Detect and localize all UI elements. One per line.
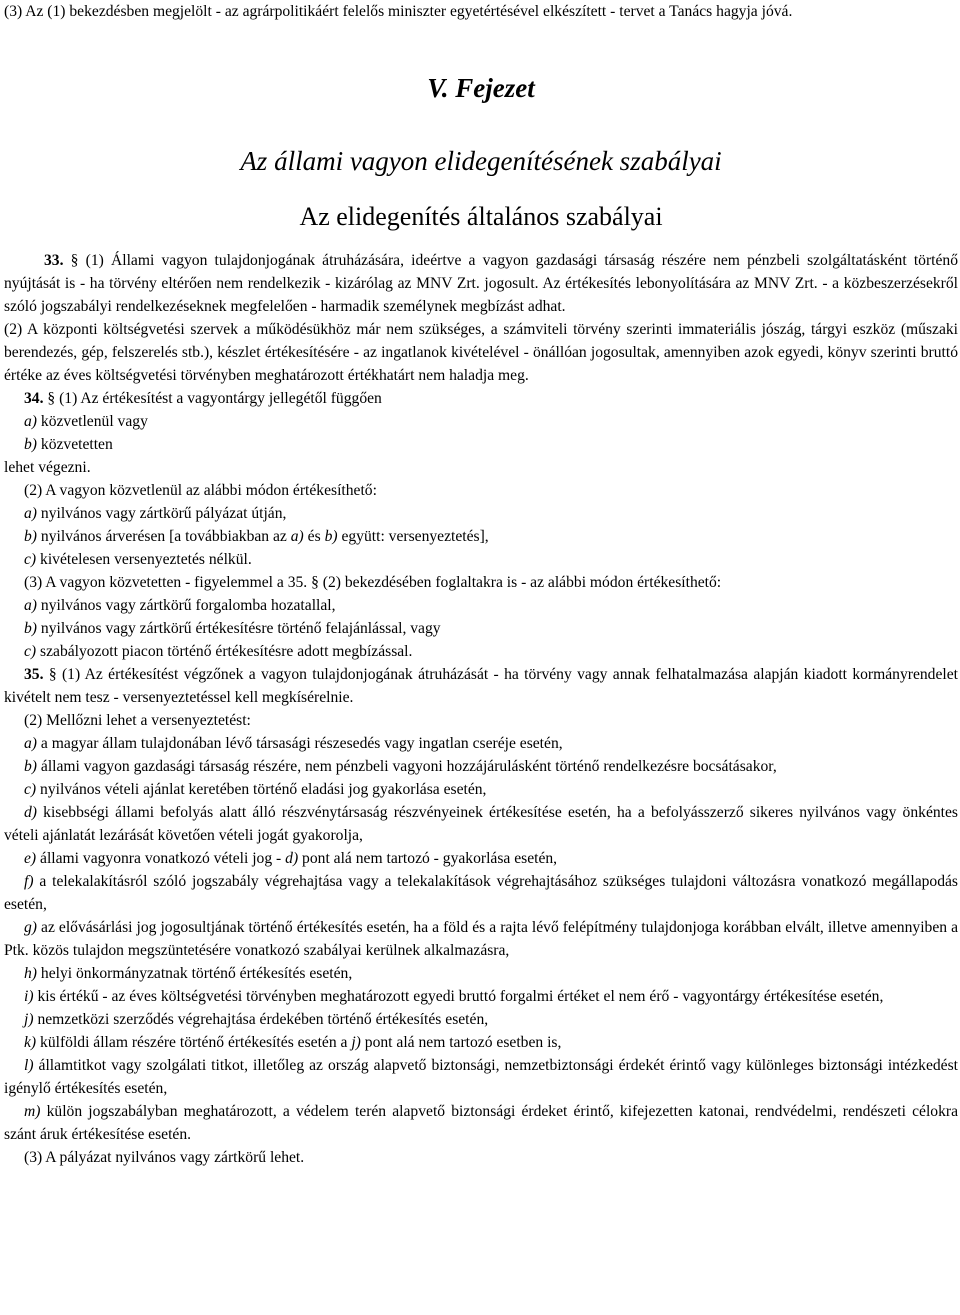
chapter-title: V. Fejezet	[427, 73, 535, 103]
section-35-p1-text: (1) Az értékesítést végzőnek a vagyon tulajdonjogának átruházását - ha törvény vagy annak felhatalmazása alapján kiadott kormányrendelet kivételt nem tesz - versenyeztetéssel kell megkísérelnie.	[4, 666, 958, 706]
section-number: 34.	[24, 390, 44, 407]
list-item: c) nyilvános vételi ajánlat keretében történő eladási jog gyakorlása esetén,	[24, 781, 487, 798]
section-34-p1-text: (1) Az értékesítést a vagyontárgy jellegétől függően	[59, 390, 382, 407]
list-item: k) külföldi állam részére történő értékesítés esetén a j) pont alá nem tartozó esetben is,	[24, 1034, 562, 1051]
section-34-tail: lehet végezni.	[4, 459, 91, 476]
list-item: f) a telekalakításról szóló jogszabály végrehajtása vagy a telekalakítások végrehajtásához szükséges tulajdoni változásra vonatkozó megállapodás esetén,	[4, 873, 958, 913]
list-item: a) közvetlenül vagy	[24, 413, 148, 430]
section-34-paragraph-2: (2) A vagyon közvetlenül az alábbi módon értékesíthető:	[24, 482, 377, 499]
list-item: c) szabályozott piacon történő értékesítésre adott megbízással.	[24, 643, 413, 660]
section-33-paragraph-1: 33. § (1) Állami vagyon tulajdonjogának átruházására, ideértve a vagyon gazdasági társaság részére nem pénzbeli szolgáltatásként történő nyújtását is - ha törvény eltérően nem rendelkezik - kizárólag az MNV Zrt. jogosult. Az értékesítés lebonyolítására az MNV Zrt. - a közbeszerzésekről szóló jogszabályi rendelkezéseknek megfelelően - harmadik személynek megbízást adhat.	[4, 252, 959, 315]
list-item: d) kisebbségi állami befolyás alatt álló részvénytársaság részvényeinek értékesítése esetén, ha a befolyásszerző sikeres nyilvános vagy önkéntes vételi ajánlatát lezárását követően vételi jogát gyakorolja,	[4, 804, 958, 844]
list-item: b) nyilvános árverésen [a továbbiakban az a) és b) együtt: versenyeztetés],	[24, 528, 489, 545]
list-item: a) nyilvános vagy zártkörű forgalomba hozatallal,	[24, 597, 336, 614]
list-item: c) kivételesen versenyeztetés nélkül.	[24, 551, 252, 568]
section-34-paragraph-3: (3) A vagyon közvetetten - figyelemmel a 35. § (2) bekezdésében foglaltakra is - az alábbi módon értékesíthető:	[24, 574, 722, 591]
section-34-paragraph-1: 34. § (1) Az értékesítést a vagyontárgy jellegétől függően	[4, 387, 958, 410]
list-item: m) külön jogszabályban meghatározott, a védelem terén alapvető biztonsági érdeket érintő, kifejezetten katonai, rendvédelmi, rendészeti célokra szánt áruk értékesítése esetén.	[4, 1103, 958, 1143]
list-item: e) állami vagyonra vonatkozó vételi jog - d) pont alá nem tartozó - gyakorlása esetén,	[24, 850, 558, 867]
list-item: b) közvetetten	[24, 436, 113, 453]
section-35-paragraph-2: (2) Mellőzni lehet a versenyeztetést:	[24, 712, 251, 729]
list-item: i) kis értékű - az éves költségvetési törvényben meghatározott egyedi bruttó forgalmi értéket el nem érő - vagyontárgy értékesítése esetén,	[24, 988, 884, 1005]
section-number: 33.	[44, 252, 64, 269]
list-item: a) a magyar állam tulajdonában lévő társasági részesedés vagy ingatlan cseréje esetén,	[24, 735, 563, 752]
section-33-p1-text: (1) Állami vagyon tulajdonjogának átruházására, ideértve a vagyon gazdasági társaság részére nem pénzbeli szolgáltatásként történő nyújtását is - ha törvény eltérően nem rendelkezik - kizárólag az MNV Zrt. jogosult. Az értékesítés lebonyolítására az MNV Zrt. - a közbeszerzésekről szóló jogszabályi rendelkezéseknek megfelelően - harmadik személynek megbízást adhat.	[4, 252, 959, 315]
section-35-paragraph-1: 35. § (1) Az értékesítést végzőnek a vagyon tulajdonjogának átruházását - ha törvény vagy annak felhatalmazása alapján kiadott kormányrendelet kivételt nem tesz - versenyeztetéssel kell megkísérelnie.	[4, 666, 958, 706]
list-item: j) nemzetközi szerződés végrehajtása érdekében történő értékesítés esetén,	[24, 1011, 489, 1028]
list-item: g) az elővásárlási jog jogosultjának történő értékesítés esetén, ha a föld és a rajta lévő felépítmény tulajdonjoga korábban elvált, illetve amennyiben a Ptk. közös tulajdon megszüntetésére vonatkozó szabályai kerülnek alkalmazásra,	[4, 919, 958, 959]
list-item: b) állami vagyon gazdasági társaság részére, nem pénzbeli vagyoni hozzájárulásként történő rendelkezésre bocsátásakor,	[24, 758, 777, 775]
section-33-paragraph-2	[4, 318, 958, 387]
section-33-p2-text: (2) A központi költségvetési szervek a működésükhöz már nem szükséges, a számviteli törvény szerinti immateriális jószág, tárgyi eszköz (műszaki berendezés, gép, felszerelés stb.), készlet értékesítésére - az ingatlanok kivételével - önállóan jogosultak, amennyiben azok egyedi, könyv szerinti bruttó értéke az éves költségvetési törvényben meghatározott értékhatárt nem haladja meg.	[4, 321, 958, 384]
section-title: Az elidegenítés általános szabályai	[299, 202, 663, 231]
section-35-paragraph-3: (3) A pályázat nyilvános vagy zártkörű lehet.	[24, 1149, 305, 1166]
intro-paragraph: (3) Az (1) bekezdésben megjelölt - az agrárpolitikáért felelős miniszter egyetértésével elkészített - tervet a Tanács hagyja jóvá.	[4, 3, 793, 20]
list-item: h) helyi önkormányzatnak történő értékesítés esetén,	[24, 965, 353, 982]
section-35-list	[4, 732, 958, 1146]
chapter-subtitle: Az állami vagyon elidegenítésének szabályai	[240, 146, 722, 176]
section-number: 35.	[24, 666, 44, 683]
list-item: l) államtitkot vagy szolgálati titkot, illetőleg az ország alapvető biztonsági, nemzetbiztonsági érdekét érintő vagy különleges biztonsági intézkedést igénylő értékesítés esetén,	[4, 1057, 958, 1097]
list-item: a) nyilvános vagy zártkörű pályázat útján,	[24, 505, 287, 522]
list-item: b) nyilvános vagy zártkörű értékesítésre történő felajánlással, vagy	[24, 620, 441, 637]
